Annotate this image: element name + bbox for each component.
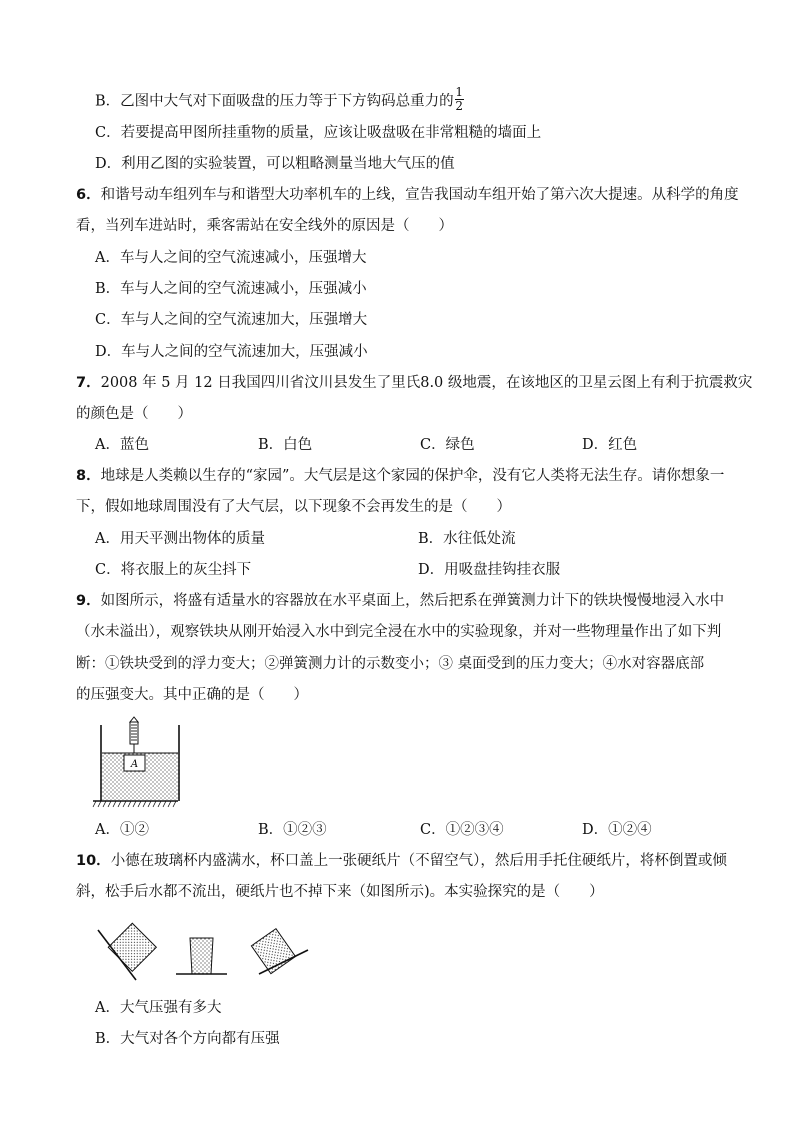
q8-stem-line2: 下，假如地球周围没有了大气层，以下现象不会再发生的是（ ）	[76, 499, 511, 515]
fraction-one-half: $\frac{1}{2}$	[455, 85, 463, 113]
q9-spring-scale-figure	[90, 715, 200, 810]
q10-stem-line2: 斜，松手后水都不流出，硬纸片也不掉下来（如图所示)。本实验探究的是（ ）	[76, 884, 604, 900]
q10-stem-line1: 10．小德在玻璃杯内盛满水，杯口盖上一张硬纸片（不留空气），然后用手托住硬纸片，将杯倒置或倾	[76, 853, 727, 869]
q9-option-d: D．①②④	[582, 822, 652, 838]
q6-number: 6．	[76, 187, 101, 203]
q7-option-d: D．红色	[582, 437, 638, 453]
q5-option-b: B．乙图中大气对下面吸盘的压力等于下方钩码总重力的 $\frac{1}{2}$	[95, 85, 463, 113]
q10-option-a: A．大气压强有多大	[95, 1000, 222, 1016]
q5-option-c: C．若要提高甲图所挂重物的质量，应该让吸盘吸在非常粗糙的墙面上	[95, 125, 542, 141]
q9-option-c: C．①②③④	[420, 822, 504, 838]
q10-option-b: B．大气对各个方向都有压强	[95, 1031, 280, 1047]
q8-option-a: A．用天平测出物体的质量	[95, 531, 265, 547]
q8-stem-line1: 8．地球是人类赖以生存的“家园”。大气层是这个家园的保护伞，没有它人类将无法生存。请你想象一	[76, 468, 725, 484]
q7-stem-line2: 的颜色是（ ）	[76, 406, 192, 422]
q6-option-a: A．车与人之间的空气流速减小，压强增大	[95, 250, 367, 266]
q8-number: 8．	[76, 468, 101, 484]
q10-number: 10．	[76, 853, 111, 869]
q7-option-a: A．蓝色	[95, 437, 149, 453]
q9-option-b: B．①②③	[258, 822, 327, 838]
q6-stem-line1: 6．和谐号动车组列车与和谐型大功率机车的上线，宣告我国动车组开始了第六次大提速。从科学的角度	[76, 187, 739, 203]
q9-option-a: A．①②	[95, 822, 149, 838]
q9-stem-line3: 断：①铁块受到的浮力变大；②弹簧测力计的示数变小；③ 桌面受到的压力变大；④水对容器底部	[76, 656, 705, 672]
q9-stem-line4: 的压强变大。其中正确的是（ ）	[76, 687, 308, 703]
q8-option-b: B．水往低处流	[418, 531, 516, 547]
q6-option-b: B．车与人之间的空气流速减小，压强减小	[95, 281, 367, 297]
q9-stem-line2: （水未溢出），观察铁块从刚开始浸入水中到完全浸在水中的实验现象，并对一些物理量作出了如下判	[76, 624, 722, 640]
q8-option-d: D．用吸盘挂钩挂衣服	[418, 562, 561, 578]
q7-stem-line1: 7．2008 年 5 月 12 日我国四川省汶川县发生了里氏8.0 级地震，在该地区的卫星云图上有利于抗震救灾	[76, 375, 753, 391]
q7-option-b: B．白色	[258, 437, 313, 453]
q7-option-c: C．绿色	[420, 437, 475, 453]
q6-option-c: C．车与人之间的空气流速加大，压强增大	[95, 312, 368, 328]
q10-cups-figure	[96, 918, 316, 984]
q9-block-label: A	[130, 759, 139, 770]
q6-option-d: D．车与人之间的空气流速加大，压强减小	[95, 344, 368, 360]
q9-stem-line1: 9．如图所示，将盛有适量水的容器放在水平桌面上，然后把系在弹簧测力计下的铁块慢慢地浸入水中	[76, 593, 725, 609]
q9-number: 9．	[76, 593, 101, 609]
q7-number: 7．	[76, 375, 101, 391]
q5-option-d: D．利用乙图的实验装置，可以粗略测量当地大气压的值	[95, 156, 455, 172]
q8-option-c: C．将衣服上的灰尘抖下	[95, 562, 252, 578]
q6-stem-line2: 看，当列车进站时，乘客需站在安全线外的原因是（ ）	[76, 218, 453, 234]
